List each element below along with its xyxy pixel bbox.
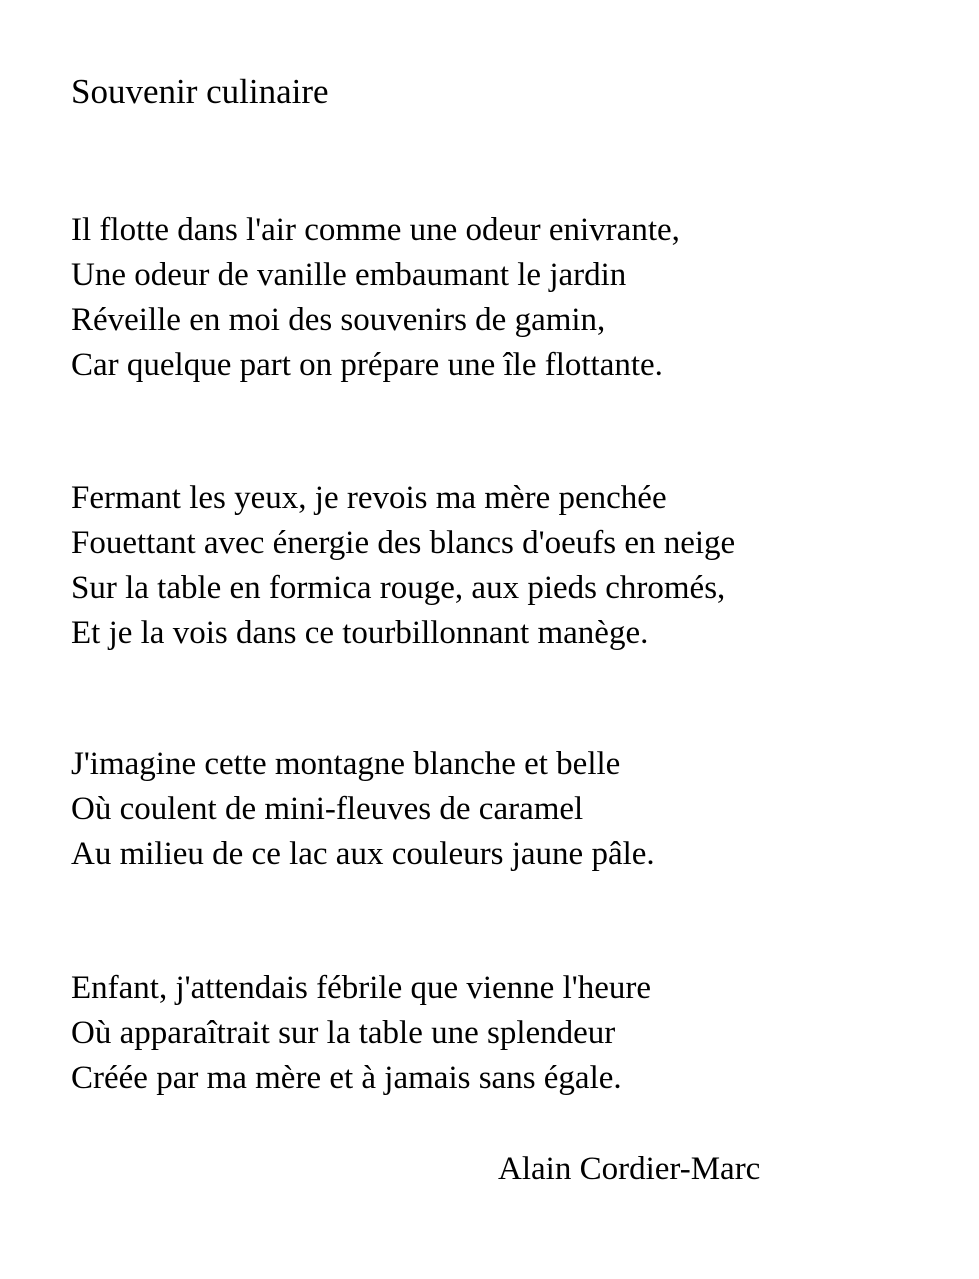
author-signature: Alain Cordier-Marc xyxy=(498,1151,761,1187)
verse-line: Car quelque part on prépare une île flottante. xyxy=(71,347,663,383)
verse-line: Une odeur de vanille embaumant le jardin xyxy=(71,257,627,293)
verse-line: J'imagine cette montagne blanche et belle xyxy=(71,746,621,782)
verse-line: Créée par ma mère et à jamais sans égale. xyxy=(71,1060,622,1096)
verse-line: Fermant les yeux, je revois ma mère penchée xyxy=(71,480,667,516)
stanza-2 xyxy=(71,476,735,656)
verse-line: Fouettant avec énergie des blancs d'oeufs en neige xyxy=(71,525,736,561)
poem-title: Souvenir culinaire xyxy=(71,72,329,111)
stanza-3 xyxy=(71,742,655,877)
verse-line: Et je la vois dans ce tourbillonnant manège. xyxy=(71,615,649,651)
verse-line: Enfant, j'attendais fébrile que vienne l'heure xyxy=(71,970,651,1006)
stanza-4 xyxy=(71,966,651,1101)
verse-line: Où coulent de mini-fleuves de caramel xyxy=(71,791,584,827)
verse-line: Réveille en moi des souvenirs de gamin, xyxy=(71,302,606,338)
verse-line: Sur la table en formica rouge, aux pieds chromés, xyxy=(71,570,726,606)
verse-line: Il flotte dans l'air comme une odeur enivrante, xyxy=(71,212,680,248)
verse-line: Où apparaîtrait sur la table une splendeur xyxy=(71,1015,616,1051)
stanza-1 xyxy=(71,208,680,388)
verse-line: Au milieu de ce lac aux couleurs jaune pâle. xyxy=(71,836,655,872)
